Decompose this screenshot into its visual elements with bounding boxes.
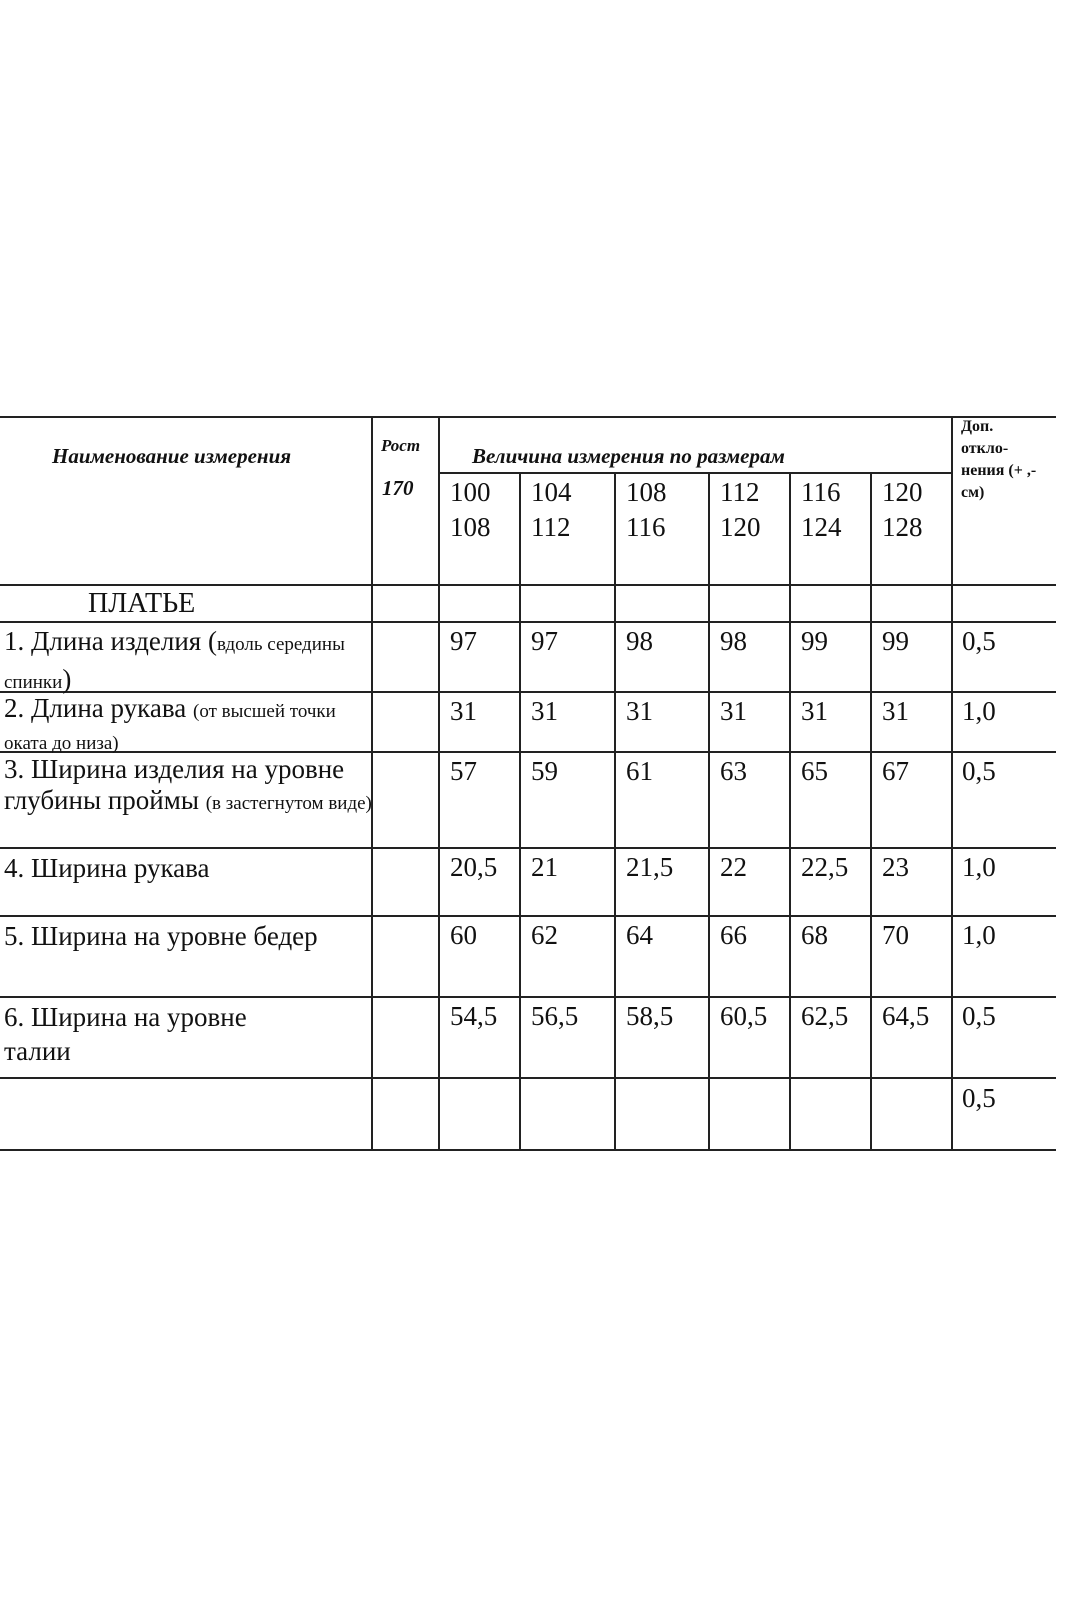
row-1-tolerance: 0,5 (962, 626, 996, 656)
size-column-4: 112 120 (720, 477, 761, 542)
row-4-value: 22 (720, 852, 747, 882)
row-5-value: 68 (801, 920, 828, 950)
row-2-value: 31 (531, 696, 558, 726)
row-4-name: 4. Ширина рукава (4, 853, 210, 883)
row-1-value: 99 (801, 626, 828, 656)
measure-name-header: Наименование измерения (52, 444, 292, 468)
row-6-value: 60,5 (720, 1001, 768, 1031)
grid-line (789, 472, 791, 1151)
row-1-name: 1. Длина изделия (вдоль середины спинки) (4, 626, 345, 694)
row-4-value: 22,5 (801, 852, 849, 882)
grid-line (708, 472, 710, 1151)
grid-line (0, 1077, 1056, 1079)
row-3-value: 67 (882, 756, 909, 786)
row-1-value: 97 (531, 626, 558, 656)
row-5-tolerance: 1,0 (962, 920, 996, 950)
row-5-value: 66 (720, 920, 747, 950)
row-3-value: 65 (801, 756, 828, 786)
row-2-value: 31 (720, 696, 747, 726)
row-2-name: 2. Длина рукава (от высшей точки оката до низа) (4, 693, 336, 754)
grid-line (519, 472, 521, 1151)
size-column-2: 104 112 (531, 477, 572, 542)
row-3-value: 57 (450, 756, 477, 786)
grid-line (0, 1149, 1056, 1151)
grid-line (870, 472, 872, 1151)
row-6-value: 56,5 (531, 1001, 579, 1031)
row-1-value: 98 (626, 626, 653, 656)
last-row-tolerance: 0,5 (962, 1083, 996, 1113)
section-title: ПЛАТЬЕ (88, 588, 196, 619)
row-2-value: 31 (801, 696, 828, 726)
grid-line (951, 416, 953, 1151)
sizes-header: Величина измерения по размерам (472, 444, 785, 468)
row-5-value: 64 (626, 920, 653, 950)
height-label: Рост (381, 436, 421, 455)
row-2-value: 31 (882, 696, 909, 726)
row-2-value: 31 (450, 696, 477, 726)
row-3-tolerance: 0,5 (962, 756, 996, 786)
grid-line (0, 996, 1056, 998)
row-5-value: 70 (882, 920, 909, 950)
size-column-1: 100 108 (450, 477, 491, 542)
grid-line (0, 915, 1056, 917)
grid-line (0, 847, 1056, 849)
row-3-value: 59 (531, 756, 558, 786)
row-3-value: 63 (720, 756, 747, 786)
grid-line (0, 621, 1056, 623)
height-value: 170 (382, 476, 414, 500)
row-4-tolerance: 1,0 (962, 852, 996, 882)
size-column-6: 120 128 (882, 477, 923, 542)
grid-line (438, 416, 440, 1151)
grid-line (438, 472, 952, 474)
row-3-name: 3. Ширина изделия на уровне глубины проймы (в застегнутом виде) (4, 754, 372, 815)
row-4-value: 23 (882, 852, 909, 882)
row-6-value: 54,5 (450, 1001, 498, 1031)
row-4-value: 20,5 (450, 852, 498, 882)
row-3-value: 61 (626, 756, 653, 786)
tolerance-header: Доп. откло- нения (+ ,- см) (961, 418, 1037, 501)
row-4-value: 21,5 (626, 852, 674, 882)
row-1-value: 98 (720, 626, 747, 656)
row-5-value: 60 (450, 920, 477, 950)
row-1-value: 97 (450, 626, 477, 656)
row-6-tolerance: 0,5 (962, 1001, 996, 1031)
size-column-5: 116 124 (801, 477, 842, 542)
row-5-name: 5. Ширина на уровне бедер (4, 921, 318, 951)
row-6-value: 58,5 (626, 1001, 674, 1031)
row-2-tolerance: 1,0 (962, 696, 996, 726)
row-4-value: 21 (531, 852, 558, 882)
grid-line (0, 584, 1056, 586)
row-1-value: 99 (882, 626, 909, 656)
grid-line (614, 472, 616, 1151)
row-6-value: 62,5 (801, 1001, 849, 1031)
row-5-value: 62 (531, 920, 558, 950)
row-6-value: 64,5 (882, 1001, 930, 1031)
size-column-3: 108 116 (626, 477, 667, 542)
row-6-name: 6. Ширина на уровне талии (4, 1002, 247, 1066)
row-2-value: 31 (626, 696, 653, 726)
grid-line (0, 416, 1056, 418)
